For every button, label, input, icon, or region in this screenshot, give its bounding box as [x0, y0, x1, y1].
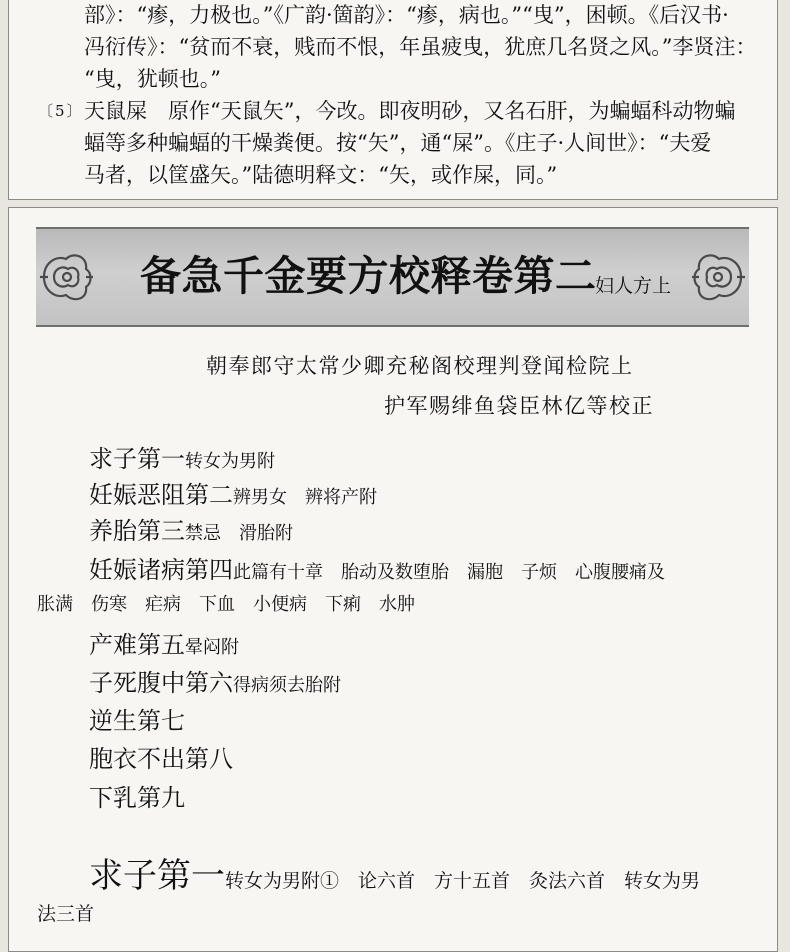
byline-line: 护军赐绯鱼袋臣林亿等校正	[384, 394, 654, 418]
toc-item	[89, 558, 665, 582]
toc-item	[89, 519, 293, 543]
toc-item	[89, 747, 233, 771]
section-title: 求子第一	[89, 856, 225, 896]
footnote-line: “曳，犹顿也。”	[84, 67, 221, 91]
toc-item	[89, 633, 239, 657]
toc-item	[89, 483, 377, 507]
chapter-subtitle: 妇人方上	[595, 275, 672, 297]
toc-item-title: 逆生第七	[89, 707, 185, 735]
chapter-banner	[36, 227, 749, 327]
toc-item	[89, 447, 275, 471]
chapter-title: 备急千金要方校释卷第二	[140, 252, 597, 300]
footnote-line: 蝠等多种蝙蝠的干燥粪便。按“矢”，通“屎”。《庄子·人间世》：“夫爱	[84, 131, 712, 155]
byline-line: 朝奉郎守太常少卿充秘阁校理判登闻检院上	[206, 354, 634, 378]
toc-item-title: 妊娠恶阻第二	[89, 481, 233, 509]
section-note: 转女为男附① 论六首 方十五首 灸法六首 转女为男	[225, 870, 701, 892]
toc-item-note: 转女为男附	[185, 451, 275, 472]
toc-item-title: 下乳第九	[89, 784, 185, 812]
toc-item-title: 求子第一	[89, 445, 185, 473]
toc-item-title: 子死腹中第六	[89, 669, 233, 697]
toc-item-note: 得病须去胎附	[233, 675, 341, 696]
chapter-panel	[8, 207, 778, 952]
toc-item-note: 晕闷附	[185, 637, 239, 658]
footnote-line: 部》：“瘆，力极也。”《广韵·箇韵》：“瘆，病也。”“曳”，困顿。《后汉书·	[84, 3, 729, 27]
section-heading	[89, 856, 701, 896]
toc-item-title: 胞衣不出第八	[89, 745, 233, 773]
section-note-continued: 法三首	[37, 903, 95, 925]
toc-item-title: 产难第五	[89, 631, 185, 659]
toc-item-title: 妊娠诸病第四	[89, 556, 233, 584]
toc-item	[89, 786, 185, 810]
toc-item	[89, 671, 341, 695]
cloud-ornament-icon	[38, 245, 94, 309]
footnote-line: 天鼠屎 原作“天鼠矢”，今改。即夜明砂，又名石肝，为蝙蝠科动物蝙	[84, 99, 736, 123]
toc-item-note-continued: 胀满 伤寒 疟病 下血 小便病 下痢 水肿	[37, 594, 415, 615]
cloud-ornament-icon	[691, 245, 747, 309]
toc-item-note: 此篇有十章 胎动及数堕胎 漏胞 子烦 心腹腰痛及	[233, 562, 665, 583]
footnote-panel	[8, 0, 778, 200]
toc-item-note: 辨男女 辨将产附	[233, 487, 377, 508]
footnote-line: 冯衍传》：“贫而不衰，贱而不恨，年虽疲曳，犹庶几名贤之风。”李贤注：	[84, 35, 757, 59]
footnote-number: 〔5〕	[38, 102, 84, 120]
toc-item-note: 禁忌 滑胎附	[185, 523, 293, 544]
toc-item	[89, 709, 185, 733]
toc-item-title: 养胎第三	[89, 517, 185, 545]
footnote-line: 马者，以筐盛矢。”陆德明释文：“矢，或作屎，同。”	[84, 163, 558, 187]
